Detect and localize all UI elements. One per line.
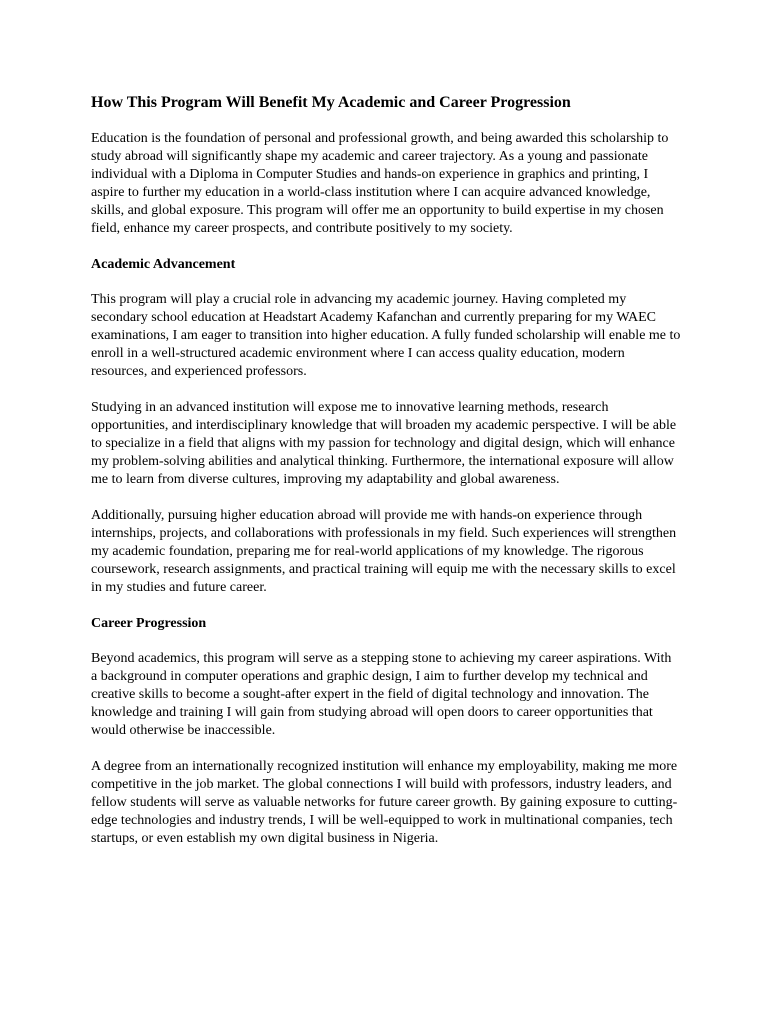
career-paragraph-2: A degree from an internationally recognized institution will enhance my employability, making me more competitive in the job market. The global connections I will build with professors, industry leaders, and fellow students will serve as valuable networks for future career growth. By gaining exposure to cutting-edge technologies and industry trends, I will be well-equipped to work in multinational companies, tech startups, or even establish my own digital business in Nigeria.: [91, 759, 678, 846]
academic-paragraph-2: Studying in an advanced institution will expose me to innovative learning methods, research opportunities, and interdisciplinary knowledge that will broaden my academic perspective. I will be able to specialize in a field that aligns with my passion for technology and digital design, which will enhance my problem-solving abilities and analytical thinking. Furthermore, the international exposure will allow me to learn from diverse cultures, improving my adaptability and global awareness.: [91, 400, 677, 487]
intro-paragraph: Education is the foundation of personal and professional growth, and being awarded this scholarship to study abroad will significantly shape my academic and career trajectory. As a young and passionate individual with a Diploma in Computer Studies and hands-on experience in graphics and printing, I aspire to further my education in a world-class institution where I can acquire advanced knowledge, skills, and global exposure. This program will offer me an opportunity to build expertise in my chosen field, enhance my career prospects, and contribute positively to my society.: [91, 131, 669, 236]
section-heading-career: Career Progression: [91, 616, 207, 631]
document-page: [91, 93, 681, 866]
section-heading-academic: Academic Advancement: [91, 257, 236, 272]
document-title: How This Program Will Benefit My Academic and Career Progression: [91, 94, 571, 111]
academic-paragraph-3: Additionally, pursuing higher education abroad will provide me with hands-on experience through internships, projects, and collaborations with professionals in my field. Such experiences will strengthen my academic foundation, preparing me for real-world applications of my knowledge. The rigorous coursework, research assignments, and practical training will equip me with the necessary skills to excel in my studies and future career.: [91, 508, 677, 595]
career-paragraph-1: Beyond academics, this program will serve as a stepping stone to achieving my career aspirations. With a background in computer operations and graphic design, I aim to further develop my technical and creative skills to become a sought-after expert in the field of digital technology and innovation. The knowledge and training I will gain from studying abroad will open doors to career opportunities that would otherwise be inaccessible.: [91, 651, 672, 738]
academic-paragraph-1: This program will play a crucial role in advancing my academic journey. Having completed my secondary school education at Headstart Academy Kafanchan and currently preparing for my WAEC examinations, I am eager to transition into higher education. A fully funded scholarship will enable me to enroll in a well-structured academic environment where I can access quality education, modern resources, and experienced professors.: [91, 292, 681, 379]
